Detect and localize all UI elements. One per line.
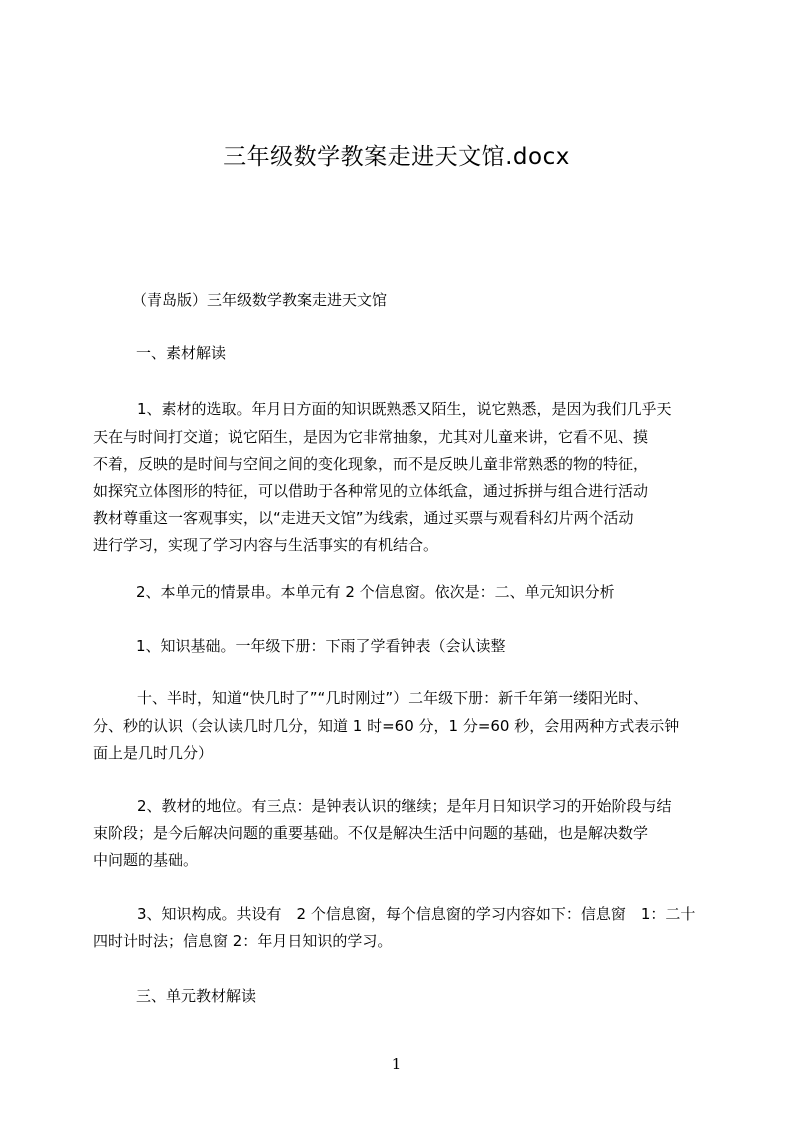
paragraph-line: 分、秒的认识（会认读几时几分，知道 1 时=60 分，1 分=60 秒，会用两种方式表示钟 — [93, 717, 680, 735]
paragraph-line: 进行学习，实现了学习内容与生活事实的有机结合。 — [93, 536, 439, 554]
paragraph-line: 教材尊重这一客观事实，以“走进天文馆”为线索，通过买票与观看科幻片两个活动 — [93, 509, 634, 527]
paragraph-line: 3、知识构成。共设有 2 个信息窗，每个信息窗的学习内容如下：信息窗 1：二十 — [137, 905, 696, 923]
paragraph-line: 2、教材的地位。有三点：是钟表认识的继续；是年月日知识学习的开始阶段与结 — [137, 797, 672, 815]
paragraph-line: 中问题的基础。 — [93, 851, 199, 869]
paragraph-line: 天在与时间打交道；说它陌生，是因为它非常抽象，尤其对儿童来讲，它看不见、摸 — [93, 428, 649, 446]
section-heading-material-reading: 一、素材解读 — [136, 344, 227, 362]
paragraph-line: 如探究立体图形的特征，可以借助于各种常见的立体纸盒，通过拆拼与组合进行活动 — [93, 482, 649, 500]
paragraph-line: 四时计时法；信息窗 2：年月日知识的学习。 — [93, 932, 393, 950]
paragraph-knowledge-basis: 1、知识基础。一年级下册：下雨了学看钟表（会认读整 — [136, 637, 506, 655]
document-title: 三年级数学教案走进天文馆.docx — [223, 144, 570, 170]
paragraph-line: 束阶段；是今后解决问题的重要基础。不仅是解决生活中问题的基础，也是解决数学 — [93, 824, 649, 842]
paragraph-unit-scenarios: 2、本单元的情景串。本单元有 2 个信息窗。依次是：二、单元知识分析 — [136, 583, 615, 601]
paragraph-line: 面上是几时几分） — [93, 744, 214, 762]
document-subtitle: （青岛版）三年级数学教案走进天文馆 — [132, 291, 388, 309]
paragraph-line: 1、素材的选取。年月日方面的知识既熟悉又陌生，说它熟悉，是因为我们几乎天 — [137, 400, 672, 418]
page-number: 1 — [391, 1055, 402, 1073]
paragraph-line: 不着，反映的是时间与空间之间的变化现象，而不是反映儿童非常熟悉的物的特征， — [93, 455, 649, 473]
paragraph-line: 十、半时，知道“快几时了”“几时刚过”）二年级下册：新千年第一缕阳光时、 — [137, 689, 649, 707]
section-heading-unit-textbook-reading: 三、单元教材解读 — [136, 987, 257, 1005]
